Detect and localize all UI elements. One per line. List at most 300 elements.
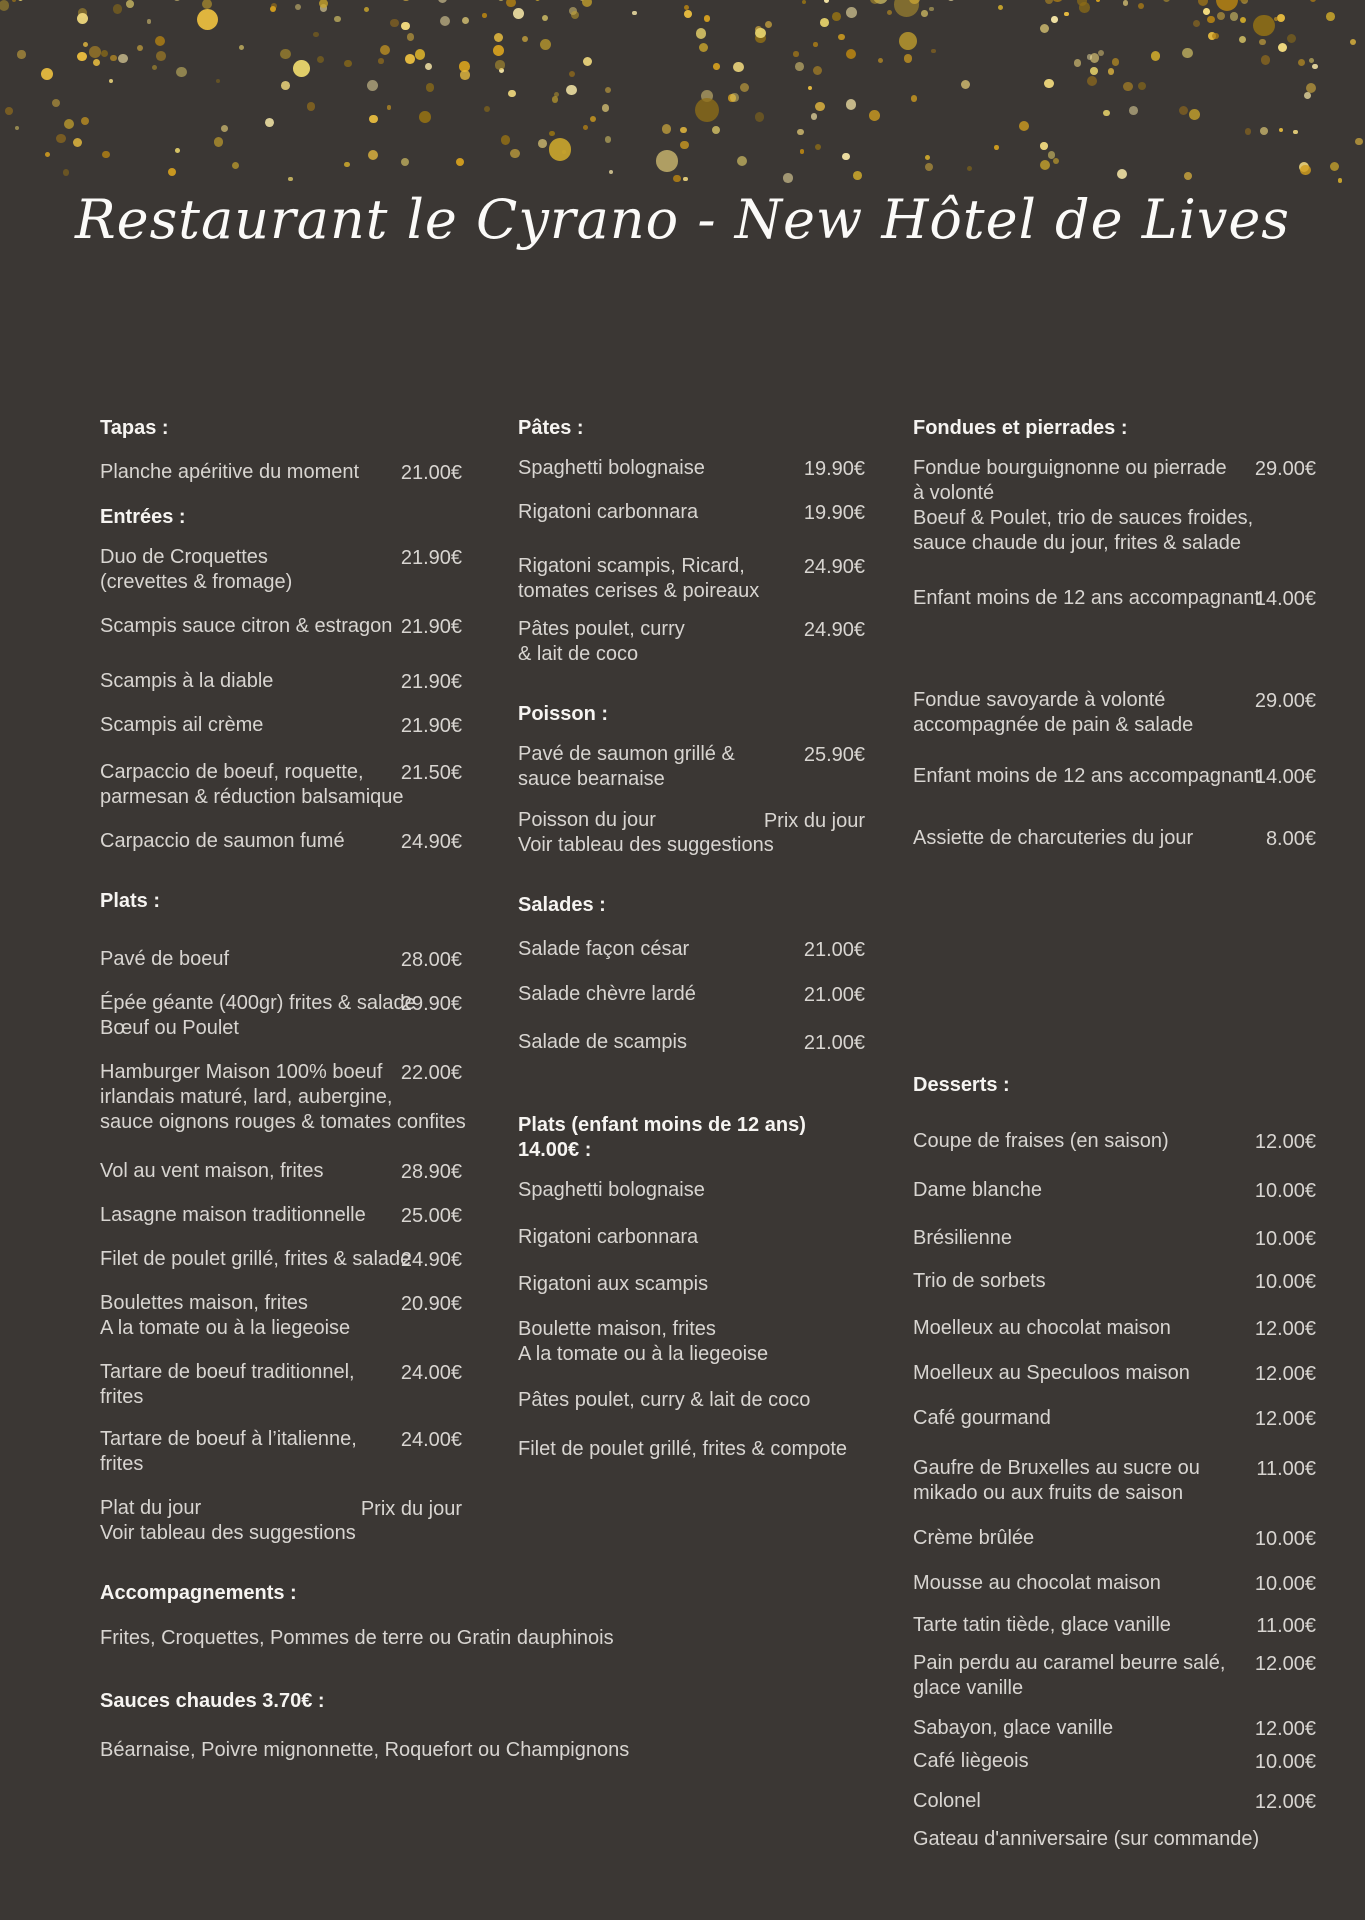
- menu-item: [913, 1827, 1316, 1852]
- confetti-dot: [89, 46, 101, 58]
- confetti-dot: [73, 138, 82, 147]
- item-name: Mousse au chocolat maison: [913, 1572, 1161, 1594]
- item-name: Salade chèvre lardé: [518, 983, 696, 1005]
- confetti-dot: [656, 150, 677, 171]
- confetti-dot: [402, 0, 409, 1]
- item-price: 24.90€: [400, 831, 462, 853]
- confetti-dot: [45, 152, 50, 157]
- item-name: Moelleux au Speculoos maison: [913, 1362, 1190, 1384]
- item-price: Prix du jour: [360, 1498, 462, 1520]
- confetti-dot: [1293, 130, 1297, 134]
- confetti-dot: [270, 6, 277, 13]
- confetti-dot: [378, 58, 384, 64]
- confetti-dot: [1278, 43, 1287, 52]
- confetti-dot: [1260, 127, 1268, 135]
- confetti-dot: [824, 0, 830, 3]
- confetti-dot: [319, 0, 328, 8]
- item-name: Rigatoni aux scampis: [518, 1273, 709, 1295]
- item-name: Café gourmand: [913, 1407, 1051, 1429]
- confetti-dot: [1048, 151, 1055, 158]
- menu-item: [913, 1613, 1316, 1638]
- confetti-dot: [508, 90, 515, 97]
- section-heading: Fondues et pierrades :: [913, 417, 1128, 439]
- confetti-dot: [1182, 48, 1192, 58]
- confetti-dot: [1064, 12, 1069, 17]
- item-name: Assiette de charcuteries du jour: [913, 827, 1194, 849]
- confetti-dot: [239, 45, 244, 50]
- item-price: 21.00€: [803, 1032, 865, 1054]
- confetti-dot: [0, 0, 9, 10]
- item-name: Pavé de boeuf: [100, 948, 229, 970]
- confetti-dot: [1019, 121, 1029, 131]
- confetti-dot: [549, 131, 555, 137]
- menu-item: [913, 1789, 1316, 1814]
- item-name: Crème brûlée: [913, 1527, 1035, 1549]
- confetti-dot: [1230, 12, 1239, 21]
- confetti-dot: [173, 0, 181, 1]
- item-name: Poisson du jour Voir tableau des suggestions: [518, 809, 774, 856]
- confetti-dot: [77, 52, 87, 62]
- confetti-dot: [680, 127, 686, 133]
- confetti-dot: [265, 118, 274, 127]
- item-name: Fondue savoyarde à volonté accompagnée de pain & salade: [913, 689, 1194, 736]
- confetti-dot: [232, 162, 239, 169]
- confetti-dot: [152, 65, 157, 70]
- confetti-dot: [813, 42, 817, 46]
- confetti-dot: [998, 5, 1003, 10]
- menu-item: [913, 1316, 1316, 1341]
- item-price: 21.90€: [400, 671, 462, 693]
- confetti-dot: [501, 135, 510, 144]
- confetti-dot: [590, 116, 596, 122]
- item-price: 10.00€: [1254, 1271, 1316, 1293]
- confetti-dot: [542, 15, 548, 21]
- confetti-dot: [783, 173, 792, 182]
- item-name: Sabayon, glace vanille: [913, 1717, 1114, 1739]
- confetti-dot: [155, 36, 165, 46]
- confetti-dot: [1163, 0, 1170, 2]
- confetti-dot: [1241, 0, 1248, 4]
- section-heading: Accompagnements :: [100, 1582, 297, 1604]
- item-name: Filet de poulet grillé, frites & salade: [100, 1248, 412, 1270]
- confetti-dot: [1326, 12, 1335, 21]
- menu-item: [518, 937, 865, 962]
- confetti-dot: [838, 34, 845, 41]
- menu-item: [100, 1060, 466, 1135]
- menu-item: [518, 1225, 865, 1250]
- confetti-dot: [1338, 178, 1343, 183]
- menu-item: [913, 1406, 1316, 1431]
- section-heading: Plats :: [100, 890, 161, 912]
- confetti-dot: [1299, 162, 1309, 172]
- confetti-dot: [156, 51, 166, 61]
- confetti-dot: [401, 22, 409, 30]
- menu-item: [913, 1571, 1316, 1596]
- confetti-dot: [1216, 0, 1238, 11]
- confetti-dot: [1184, 172, 1192, 180]
- confetti-dot: [368, 150, 378, 160]
- menu-item: [518, 808, 865, 858]
- confetti-dot: [415, 49, 426, 60]
- confetti-dot: [118, 54, 127, 63]
- item-price: 20.90€: [400, 1293, 462, 1315]
- menu-item: [100, 1203, 462, 1228]
- confetti-dot: [684, 5, 689, 10]
- item-price: 21.90€: [400, 616, 462, 638]
- item-price: 29.00€: [1254, 458, 1316, 480]
- menu-item: [100, 1291, 462, 1341]
- confetti-dot: [730, 93, 739, 102]
- confetti-dot: [367, 80, 378, 91]
- menu-item: [913, 1178, 1316, 1203]
- menu-item: [913, 1651, 1316, 1701]
- confetti-dot: [1287, 34, 1296, 43]
- item-name: Brésilienne: [913, 1227, 1012, 1249]
- confetti-dot: [493, 45, 504, 56]
- menu-item: [100, 1738, 630, 1763]
- confetti-dot: [482, 13, 487, 18]
- item-name: Vol au vent maison, frites: [100, 1160, 324, 1182]
- menu-item: [100, 1360, 462, 1410]
- confetti-dot: [1217, 12, 1225, 20]
- confetti-dot: [1203, 8, 1210, 15]
- confetti-dot: [317, 56, 325, 64]
- confetti-dot: [931, 49, 935, 53]
- item-name: Gaufre de Bruxelles au sucre ou mikado ou aux fruits de saison: [913, 1457, 1200, 1504]
- confetti-dot: [853, 171, 862, 180]
- confetti-dot: [802, 0, 806, 4]
- confetti-dot: [1103, 110, 1109, 116]
- confetti-dot: [17, 50, 25, 58]
- confetti-dot: [407, 33, 414, 40]
- menu-item: [100, 991, 462, 1041]
- confetti-dot: [673, 175, 681, 183]
- confetti-dot: [755, 33, 765, 43]
- confetti-dot: [1040, 160, 1050, 170]
- confetti-dot: [967, 166, 972, 171]
- item-price: 11.00€: [1256, 1458, 1316, 1480]
- item-name: Colonel: [913, 1790, 981, 1812]
- confetti-dot: [77, 13, 88, 24]
- confetti-dot: [683, 177, 687, 181]
- item-name: Tartare de boeuf traditionnel, frites: [100, 1361, 355, 1408]
- item-name: Béarnaise, Poivre mignonnette, Roquefort ou Champignons: [100, 1739, 630, 1761]
- menu-item: [100, 1159, 462, 1184]
- confetti-dot: [1274, 17, 1278, 21]
- item-price: 10.00€: [1254, 1573, 1316, 1595]
- confetti-dot: [101, 50, 108, 57]
- confetti-dot: [699, 43, 708, 52]
- item-price: 24.90€: [803, 619, 865, 641]
- confetti-dot: [110, 55, 116, 61]
- confetti-dot: [1087, 76, 1097, 86]
- confetti-dot: [1239, 36, 1246, 43]
- confetti-dot: [1051, 16, 1058, 23]
- confetti-dot: [765, 21, 773, 29]
- item-price: 10.00€: [1254, 1228, 1316, 1250]
- confetti-dot: [387, 105, 391, 109]
- item-name: Plat du jour Voir tableau des suggestions: [100, 1497, 356, 1544]
- confetti-dot: [1123, 82, 1133, 92]
- confetti-dot: [869, 110, 880, 121]
- confetti-dot: [680, 141, 688, 149]
- confetti-dot: [63, 169, 70, 176]
- menu-item: [100, 1626, 614, 1651]
- confetti-dot: [712, 126, 720, 134]
- confetti-dot: [684, 10, 692, 18]
- confetti-dot: [78, 8, 88, 18]
- item-name: Spaghetti bolognaise: [518, 1179, 705, 1201]
- confetti-dot: [1279, 128, 1283, 132]
- item-name: Salade de scampis: [518, 1031, 687, 1053]
- confetti-dot: [899, 32, 917, 50]
- menu-item: [518, 1272, 865, 1297]
- confetti-dot: [64, 119, 75, 130]
- confetti-dot: [713, 63, 719, 69]
- confetti-dot: [605, 136, 612, 143]
- confetti-dot: [632, 11, 637, 16]
- confetti-dot: [695, 98, 720, 123]
- confetti-dot: [334, 16, 340, 22]
- item-price: 24.00€: [400, 1429, 462, 1451]
- menu-item: [518, 500, 865, 525]
- item-price: 21.90€: [400, 715, 462, 737]
- confetti-dot: [1053, 158, 1060, 165]
- confetti-dot: [168, 168, 177, 177]
- confetti-dot: [364, 7, 369, 12]
- confetti-dot: [126, 0, 134, 8]
- confetti-dot: [440, 16, 450, 26]
- menu-column-right: [913, 400, 1316, 1871]
- confetti-dot: [390, 19, 399, 28]
- confetti-dot: [41, 68, 54, 81]
- confetti-dot: [216, 79, 220, 83]
- item-price: 24.00€: [400, 1362, 462, 1384]
- menu-item: [913, 1129, 1316, 1154]
- confetti-dot: [925, 163, 934, 172]
- confetti-dot: [1117, 169, 1128, 180]
- menu-item: [100, 947, 462, 972]
- item-price: 11.00€: [1256, 1615, 1316, 1637]
- confetti-dot: [1077, 0, 1087, 6]
- confetti-dot: [1052, 0, 1062, 2]
- confetti-dot: [380, 45, 391, 56]
- confetti-dot: [538, 139, 547, 148]
- menu-item: [518, 1178, 865, 1203]
- item-price: 29.90€: [400, 993, 462, 1015]
- confetti-dot: [1090, 67, 1098, 75]
- menu-item: [518, 1030, 865, 1055]
- confetti-dot: [522, 36, 528, 42]
- confetti-dot: [18, 0, 23, 1]
- confetti-dot: [1096, 0, 1101, 2]
- confetti-dot: [495, 60, 504, 69]
- menu-item: [913, 1456, 1316, 1506]
- confetti-dot: [176, 67, 187, 78]
- section-heading: Sauces chaudes 3.70€ :: [100, 1690, 325, 1712]
- confetti-dot: [562, 150, 567, 155]
- confetti-dot: [52, 99, 60, 107]
- item-price: 12.00€: [1254, 1718, 1316, 1740]
- confetti-dot: [1040, 24, 1049, 33]
- item-name: Pâtes poulet, curry & lait de coco: [518, 1389, 811, 1411]
- section-heading: Entrées :: [100, 506, 186, 528]
- menu-item: [913, 586, 1316, 611]
- item-name: Pain perdu au caramel beurre salé, glace vanille: [913, 1652, 1226, 1699]
- item-price: 12.00€: [1254, 1363, 1316, 1385]
- confetti-dot: [582, 0, 592, 7]
- section-heading: Pâtes :: [518, 417, 584, 439]
- menu-item: [913, 1749, 1316, 1774]
- confetti-dot: [498, 0, 505, 1]
- item-price: 14.00€: [1254, 766, 1316, 788]
- confetti-dot: [113, 4, 123, 14]
- item-price: 12.00€: [1254, 1318, 1316, 1340]
- item-name: Spaghetti bolognaise: [518, 457, 705, 479]
- confetti-dot: [583, 125, 588, 130]
- item-name: Salade façon césar: [518, 938, 690, 960]
- item-price: 25.90€: [803, 744, 865, 766]
- confetti-dot: [1330, 162, 1339, 171]
- item-name: Trio de sorbets: [913, 1270, 1046, 1292]
- item-price: 12.00€: [1254, 1791, 1316, 1813]
- confetti-dot: [1087, 54, 1092, 59]
- menu-item: [518, 742, 865, 792]
- confetti-dot: [344, 162, 350, 168]
- item-name: Moelleux au chocolat maison: [913, 1317, 1171, 1339]
- confetti-dot: [571, 11, 579, 19]
- confetti-dot: [1238, 0, 1249, 2]
- item-name: Planche apéritive du moment: [100, 461, 360, 483]
- confetti-dot: [921, 10, 927, 16]
- menu-item: [518, 554, 865, 604]
- confetti-dot: [221, 125, 228, 132]
- confetti-dot: [419, 111, 431, 123]
- menu-item: [100, 1427, 462, 1477]
- confetti-dot: [1310, 0, 1316, 2]
- item-price: 29.00€: [1254, 690, 1316, 712]
- menu-item: [913, 826, 1316, 851]
- confetti-dot: [842, 153, 849, 160]
- item-name: Scampis sauce citron & estragon: [100, 615, 393, 637]
- confetti-dot: [662, 124, 671, 133]
- item-price: 10.00€: [1254, 1180, 1316, 1202]
- confetti-dot: [569, 7, 577, 15]
- confetti-dot: [102, 151, 110, 159]
- confetti-dot: [894, 0, 919, 17]
- confetti-dot: [460, 70, 469, 79]
- confetti-dot: [93, 59, 100, 66]
- confetti-dot: [15, 126, 19, 130]
- confetti-dot: [961, 80, 970, 89]
- item-name: Carpaccio de saumon fumé: [100, 830, 345, 852]
- confetti-dot: [197, 9, 218, 30]
- confetti-dot: [580, 0, 584, 1]
- confetti-dot: [1040, 142, 1047, 149]
- item-price: 12.00€: [1254, 1653, 1316, 1675]
- confetti-dot: [1304, 92, 1311, 99]
- confetti-dot: [797, 129, 804, 136]
- confetti-dot: [1312, 64, 1318, 70]
- confetti-dot: [911, 95, 918, 102]
- confetti-dot: [295, 4, 301, 10]
- confetti-dot: [535, 0, 540, 1]
- confetti-dot: [307, 102, 315, 110]
- confetti-dot: [994, 145, 999, 150]
- confetti-dot: [83, 42, 88, 47]
- menu-item: [100, 460, 462, 485]
- confetti-dot: [1179, 106, 1188, 115]
- menu-item: [100, 614, 462, 639]
- item-price: 21.50€: [400, 762, 462, 784]
- menu-item: [518, 1317, 865, 1367]
- confetti-dot: [755, 112, 765, 122]
- confetti-dot: [846, 99, 857, 110]
- confetti-dot: [929, 7, 934, 12]
- item-price: 10.00€: [1254, 1751, 1316, 1773]
- menu-item: [913, 1526, 1316, 1551]
- item-name: Tartare de boeuf à l’italienne, frites: [100, 1428, 357, 1475]
- confetti-dot: [109, 79, 113, 83]
- confetti-dot: [947, 0, 955, 1]
- confetti-dot: [552, 96, 558, 102]
- confetti-dot: [426, 83, 434, 91]
- item-name: Enfant moins de 12 ans accompagnant: [913, 587, 1260, 609]
- confetti-dot: [1208, 32, 1216, 40]
- item-name: Rigatoni scampis, Ricard, tomates cerises & poireaux: [518, 555, 760, 602]
- item-name: Carpaccio de boeuf, roquette, parmesan & réduction balsamique: [100, 761, 404, 808]
- menu-item: [913, 1226, 1316, 1251]
- confetti-dot: [909, 0, 920, 4]
- item-name: Boulette maison, frites A la tomate ou à la liegeoise: [518, 1318, 769, 1365]
- confetti-dot: [1245, 128, 1251, 134]
- confetti-dot: [740, 83, 749, 92]
- item-price: 21.00€: [400, 462, 462, 484]
- menu-item: [518, 1388, 865, 1413]
- confetti-dot: [737, 156, 747, 166]
- confetti-dot: [813, 66, 822, 75]
- confetti-dot: [147, 19, 152, 24]
- item-name: Rigatoni carbonnara: [518, 1226, 699, 1248]
- confetti-dot: [820, 18, 829, 27]
- confetti-dot: [755, 28, 765, 38]
- confetti-dot: [878, 58, 883, 63]
- item-price: Prix du jour: [763, 810, 865, 832]
- confetti-dot: [137, 45, 143, 51]
- item-name: Rigatoni carbonnara: [518, 501, 699, 523]
- item-name: Pavé de saumon grillé & sauce bearnaise: [518, 743, 735, 790]
- menu-item: [913, 1361, 1316, 1386]
- item-price: 24.90€: [803, 556, 865, 578]
- confetti-dot: [873, 0, 888, 4]
- confetti-dot: [696, 28, 707, 39]
- confetti-dot: [846, 49, 856, 59]
- confetti-dot: [870, 0, 881, 4]
- confetti-dot: [313, 32, 319, 38]
- item-price: 24.90€: [400, 1249, 462, 1271]
- confetti-dot: [1108, 68, 1115, 75]
- item-name: Scampis à la diable: [100, 670, 274, 692]
- item-name: Pâtes poulet, curry & lait de coco: [518, 618, 685, 665]
- confetti-dot: [320, 4, 328, 12]
- confetti-dot: [1090, 53, 1100, 63]
- confetti-dot: [280, 49, 290, 59]
- menu-item: [913, 764, 1316, 789]
- confetti-dot: [1261, 55, 1271, 65]
- item-name: Filet de poulet grillé, frites & compote: [518, 1438, 848, 1460]
- confetti-dot: [733, 62, 744, 73]
- confetti-dot: [459, 61, 470, 72]
